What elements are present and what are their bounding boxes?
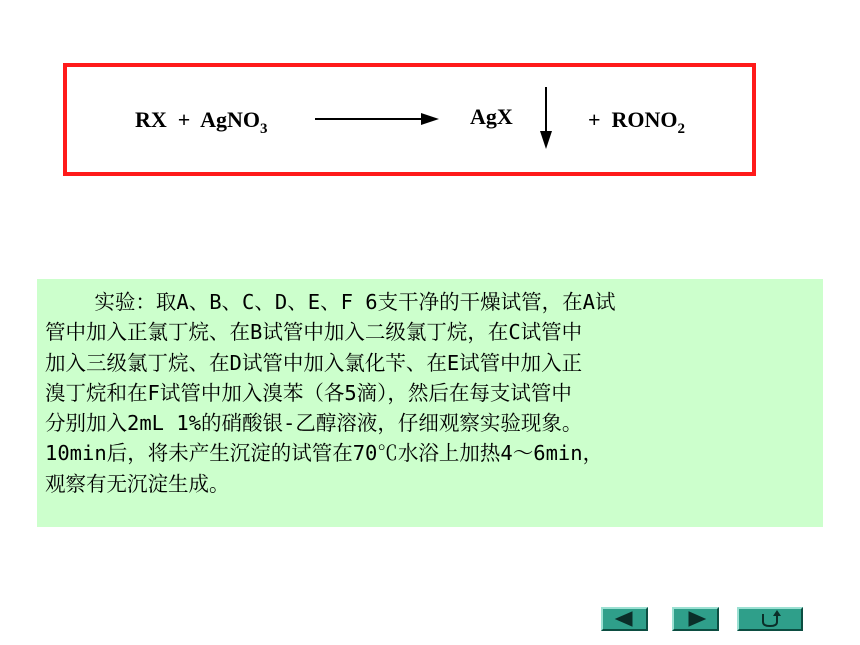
experiment-line: 10min后，将未产生沉淀的试管在70℃水浴上加热4～6min，: [45, 441, 604, 466]
return-button[interactable]: [737, 607, 803, 631]
plus-sign: +: [588, 107, 601, 132]
product-alkyl-nitrate: $RONO_2$: [611, 107, 686, 137]
next-slide-button[interactable]: [672, 607, 719, 631]
experiment-description: [45, 287, 817, 499]
reaction-product2: [588, 107, 686, 137]
experiment-line: 实验：取A、B、C、D、E、F 6支干净的干燥试管，在A试: [45, 290, 616, 314]
triangle-left-icon: [603, 609, 646, 629]
previous-slide-button[interactable]: [601, 607, 648, 631]
reaction-reactants: [135, 107, 268, 137]
experiment-panel: [37, 279, 823, 527]
reaction-arrow-icon: [315, 110, 441, 128]
triangle-right-icon: [674, 609, 717, 629]
experiment-line: 加入三级氯丁烷、在D试管中加入氯化苄、在E试管中加入正: [45, 350, 583, 375]
precipitate-arrow-icon: [537, 87, 555, 151]
reactant-silver-nitrate: AgNO$_3$: [200, 107, 268, 137]
experiment-line: 管中加入正氯丁烷、在B试管中加入二级氯丁烷，在C试管中: [45, 320, 583, 345]
return-arrow-icon: [739, 609, 801, 629]
experiment-line: 溴丁烷和在F试管中加入溴苯（各5滴），然后在每支试管中: [45, 380, 572, 405]
plus-sign: +: [177, 107, 191, 132]
product-silver-halide: AgX: [470, 104, 513, 129]
reactant-rx: RX: [135, 107, 167, 132]
experiment-line: 分别加入2mL 1%的硝酸银-乙醇溶液，仔细观察实验现象。: [45, 411, 583, 436]
experiment-line: 观察有无沉淀生成。: [45, 471, 230, 496]
